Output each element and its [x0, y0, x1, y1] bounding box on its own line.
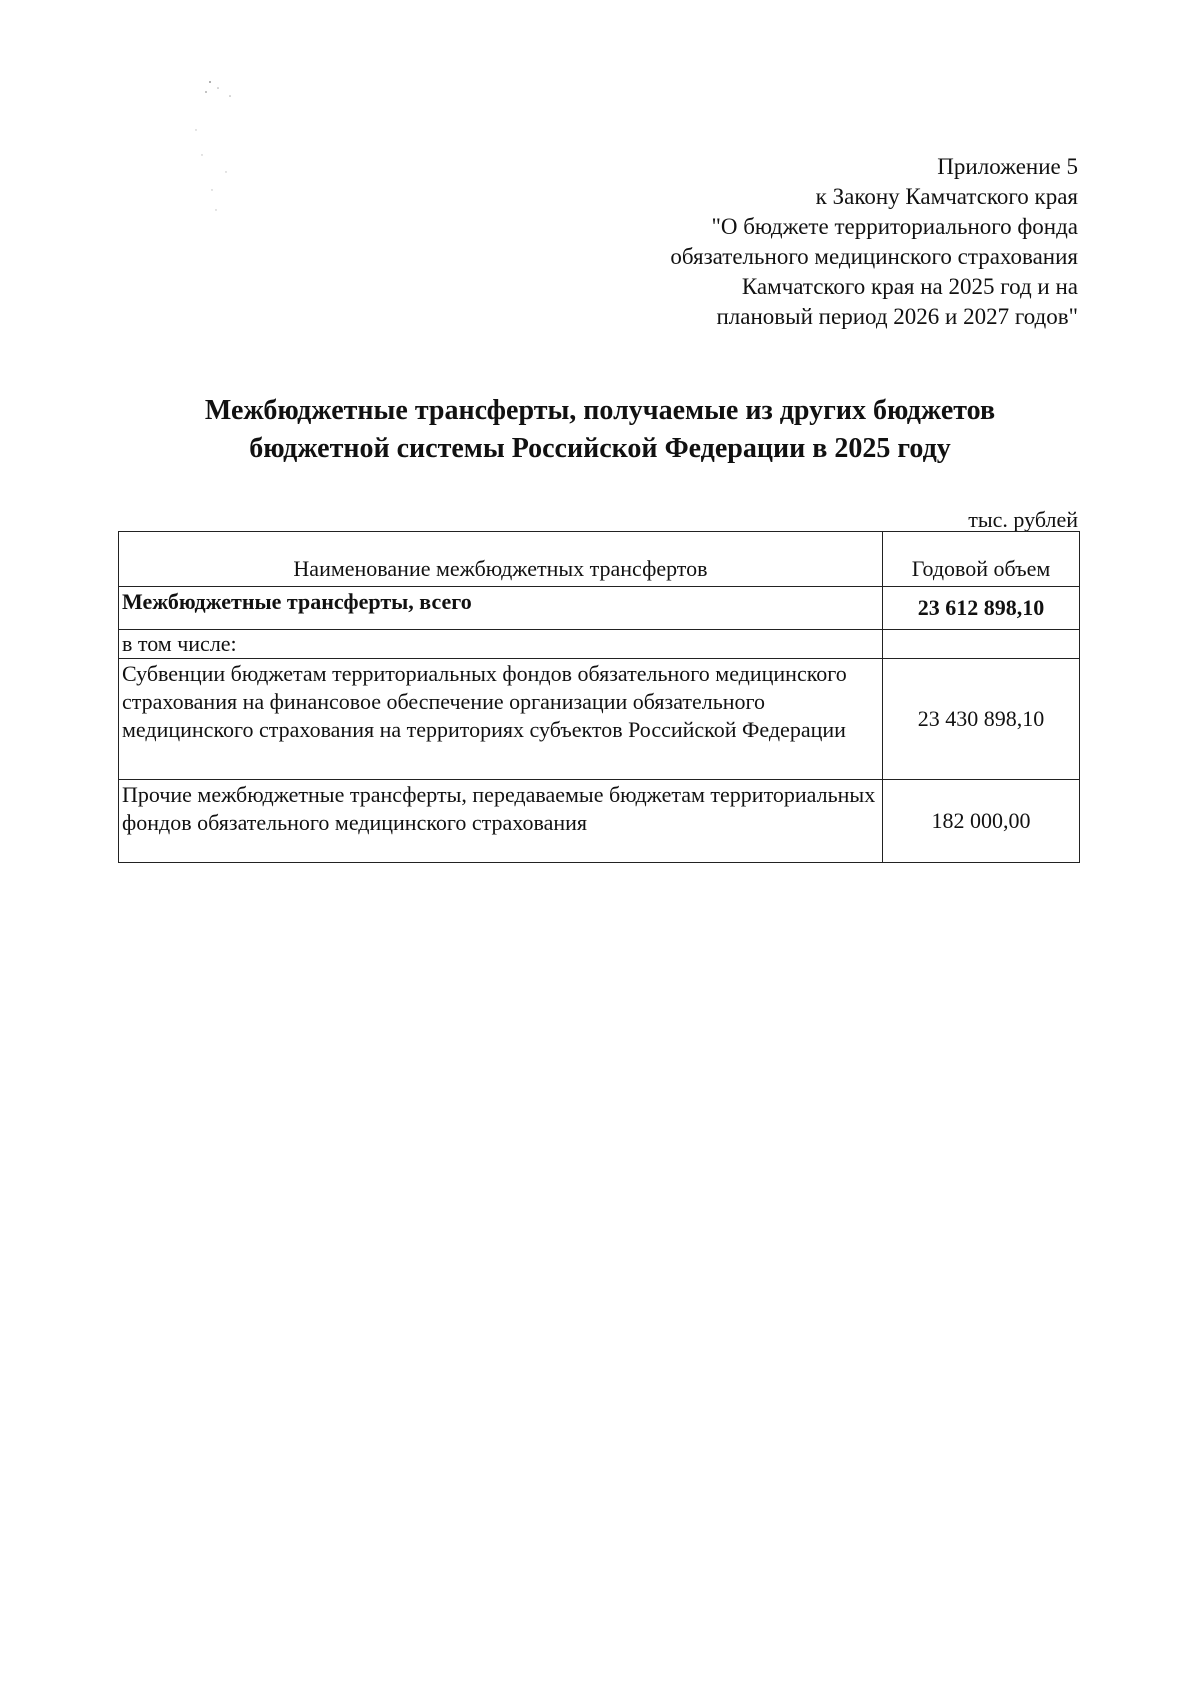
appendix-reference — [478, 152, 1078, 332]
table-row — [119, 659, 1080, 780]
table-header-row — [119, 532, 1080, 587]
empty-cell — [882, 630, 1079, 659]
document-title-line-1: Межбюджетные трансферты, получаемые из других бюджетов — [204, 395, 996, 426]
document-title-line-2: бюджетной системы Российской Федерации в 2025 году — [249, 433, 951, 464]
appendix-line: Приложение 5 — [937, 154, 1078, 179]
units-label: тыс. рублей — [968, 507, 1078, 532]
column-header-volume: Годовой объем — [882, 532, 1079, 587]
appendix-line: "О бюджете территориального фонда — [711, 214, 1078, 239]
row-name-cell: Прочие межбюджетные трансферты, передаваемые бюджетам территориальных фондов обязательного медицинского страхования — [119, 780, 883, 863]
total-name-cell: Межбюджетные трансферты, всего — [119, 587, 883, 630]
row-volume-cell: 23 430 898,10 — [882, 659, 1079, 780]
table-row-total — [119, 587, 1080, 630]
column-header-name: Наименование межбюджетных трансфертов — [119, 532, 883, 587]
row-volume-cell: 182 000,00 — [882, 780, 1079, 863]
appendix-line: плановый период 2026 и 2027 годов" — [716, 304, 1078, 329]
appendix-line: к Закону Камчатского края — [815, 184, 1078, 209]
document-title — [120, 392, 1080, 468]
scan-speckle-marks — [190, 70, 260, 220]
row-name-cell: Субвенции бюджетам территориальных фондов обязательного медицинского страхования на финансовое обеспечение организации обязательного медицинского страхования на территориях субъектов Российской Федерации — [119, 659, 883, 780]
table-row — [119, 780, 1080, 863]
total-volume-cell: 23 612 898,10 — [882, 587, 1079, 630]
table-row-including — [119, 630, 1080, 659]
transfers-table — [118, 531, 1080, 863]
appendix-line: обязательного медицинского страхования — [670, 244, 1078, 269]
including-label-cell: в том числе: — [119, 630, 883, 659]
appendix-line: Камчатского края на 2025 год и на — [741, 274, 1078, 299]
